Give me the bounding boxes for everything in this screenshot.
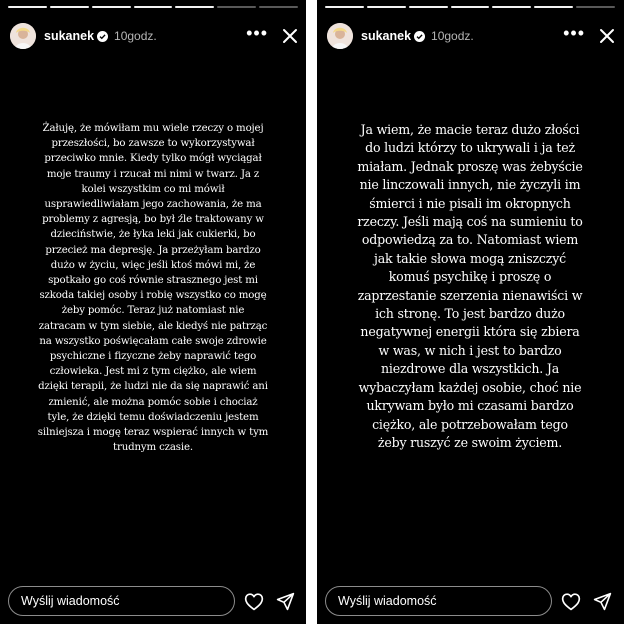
story-progress-bar xyxy=(325,6,615,8)
progress-segment xyxy=(451,6,490,8)
progress-segment xyxy=(175,6,214,8)
username[interactable]: sukanek xyxy=(44,29,95,43)
progress-segment xyxy=(259,6,298,8)
story-progress-bar xyxy=(8,6,298,8)
progress-segment xyxy=(8,6,47,8)
reply-input[interactable] xyxy=(8,586,235,616)
post-time: 10godz. xyxy=(114,29,157,43)
username[interactable]: sukanek xyxy=(361,29,412,43)
story-header xyxy=(10,22,298,50)
close-icon[interactable] xyxy=(282,28,298,44)
more-options-icon[interactable]: ••• xyxy=(246,23,268,43)
avatar[interactable] xyxy=(10,23,36,49)
progress-segment xyxy=(217,6,256,8)
progress-segment xyxy=(409,6,448,8)
avatar[interactable] xyxy=(327,23,353,49)
story-text: Żałuję, że mówiłam mu wiele rzeczy o mojej przeszłości, bo zawsze to wykorzystywał przeciwko mnie. Kiedy tylko mógł wyciągał moje traumy i rzucał mi nimi w twarz. Ja z kolei wszystkim co mi mówił usprawiedliwiałam jego zachowania, że ma problemy z agresją, bo był źle traktowany w dzieciństwie, że łyka leki jak cukierki, bo przecież ma depresję. Ja przeżyłam bardzo dużo w życiu, więc jeśli ktoś mówi mi, że spotkało go coś równie strasznego jest mi szkoda takiej osoby i robię wszystko co mogę żeby pomóc. Teraz już natomiast nie zatracam w tym siebie, ale kiedyś nie patrząc na wszystko poświęcałam całe swoje zdrowie psychiczne i fizyczne żeby naprawić tego człowieka. Jest mi z tym ciężko, ale wiem dzięki terapii, że ludzi nie da się naprawić ani zmienić, ale można pomóc sobie i chociaż tyle, że dzięki temu doświadczeniu jestem silniejsza i mogę teraz wspierać innych w tym trudnym czasie. xyxy=(37,123,269,454)
story-divider xyxy=(306,0,317,624)
story-header xyxy=(327,22,615,50)
story-panel-left xyxy=(0,0,306,624)
send-icon[interactable] xyxy=(276,592,295,611)
progress-segment xyxy=(576,6,615,8)
more-options-icon[interactable]: ••• xyxy=(563,23,585,43)
story-text: Ja wiem, że macie teraz dużo złości do ludzi którzy to ukrywali i ja też miałam. Jednak proszę was żebyście nie linczowali innych, nie życzyli im śmierci i nie pisali im okropnych rzeczy. Jeśli mają coś na sumieniu to odpowiedzą za to. Natomiast wiem jak takie słowa mogą zniszczyć komuś psychikę i proszę o zaprzestanie szerzenia nienawiści w ich stronę. To jest bardzo dużo negatywnej energii która się zbiera w was, w nich i jest to bardzo niezdrowe dla wszystkich. Ja wybaczyłam każdej osobie, choć nie ukrywam było mi czasami bardzo ciężko, ale potrzebowałam tego żeby ruszyć ze swoim życiem. xyxy=(357,122,583,450)
verified-badge-icon xyxy=(97,31,108,42)
close-icon[interactable] xyxy=(599,28,615,44)
reply-input[interactable] xyxy=(325,586,552,616)
progress-segment xyxy=(92,6,131,8)
progress-segment xyxy=(534,6,573,8)
progress-segment xyxy=(492,6,531,8)
post-time: 10godz. xyxy=(431,29,474,43)
progress-segment xyxy=(325,6,364,8)
send-icon[interactable] xyxy=(593,592,612,611)
verified-badge-icon xyxy=(414,31,425,42)
progress-segment xyxy=(367,6,406,8)
progress-segment xyxy=(134,6,173,8)
heart-icon[interactable] xyxy=(561,592,581,611)
story-panel-right xyxy=(317,0,623,624)
heart-icon[interactable] xyxy=(244,592,264,611)
progress-segment xyxy=(50,6,89,8)
